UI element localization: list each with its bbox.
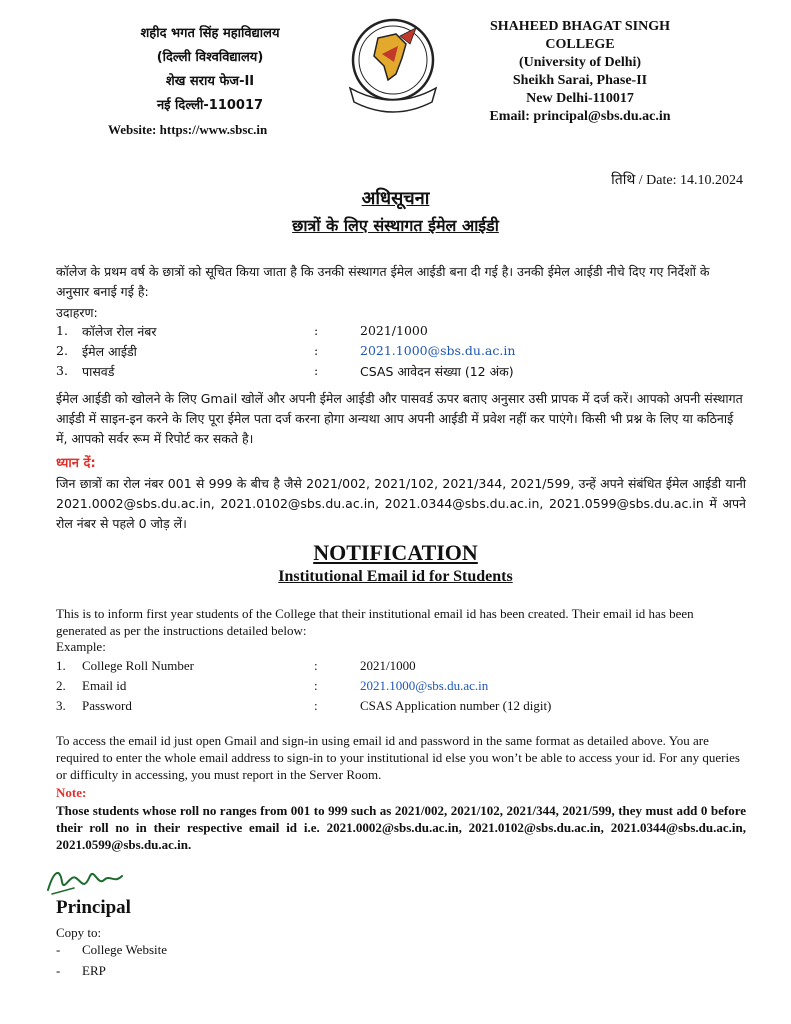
copy-to-text: College Website xyxy=(82,942,168,957)
copy-to-label: Copy to: xyxy=(56,925,102,940)
english-title: NOTIFICATION xyxy=(313,540,478,565)
row-label: पासवर्ड xyxy=(82,364,115,379)
college-name-hindi xyxy=(100,22,320,118)
copy-to-dash: - xyxy=(56,963,61,978)
hindi-instructions: ईमेल आईडी को खोलने के लिए Gmail खोलें और अपनी ईमेल आईडी और पासवर्ड ऊपर बताए अनुसार उसी प्रापक में दर्ज करें। आपको अपनी संस्थागत आईडी में साइन-इन करने के लिए पूरा ईमेल पता दर्ज करना होगा अन्यथा आप अपनी आईडी में प्रवेश नहीं कर पाएंगे। किसी भी प्रश्न के लिए या कठिनाई में, आपको सर्वर रूम में रिपोर्ट कर सकते है। xyxy=(56,391,743,446)
row-number: 2. xyxy=(56,343,68,358)
website-line: Website: https://www.sbsc.in xyxy=(108,122,268,137)
row-number: 1. xyxy=(56,658,66,673)
address-hindi-line: शेख सराय फेज-II xyxy=(165,74,255,89)
hindi-subtitle: छात्रों के लिए संस्थागत ईमेल आईडी xyxy=(292,216,499,235)
row-colon: : xyxy=(314,363,319,378)
notice-date: तिथि / Date: 14.10.2024 xyxy=(611,173,743,188)
email-english-line: Email: principal@sbs.du.ac.in xyxy=(489,109,671,124)
hindi-note-label: ध्यान दें: xyxy=(56,456,96,471)
row-label: Password xyxy=(82,698,132,713)
hindi-intro: कॉलेज के प्रथम वर्ष के छात्रों को सूचित किया जाता है कि उनकी संस्थागत ईमेल आईडी बना दी गई है। उनकी ईमेल आईडी नीचे दिए गए निर्देशों के अनुसार बनाई गई है: xyxy=(56,264,710,299)
city-english-line: New Delhi-110017 xyxy=(526,91,634,106)
row-colon: : xyxy=(314,343,319,358)
email-link[interactable]: 2021.1000@sbs.du.ac.in xyxy=(360,343,516,358)
row-value: 2021/1000 xyxy=(360,658,416,673)
address-english-line: Sheikh Sarai, Phase-II xyxy=(512,73,648,88)
row-value: CSAS Application number (12 digit) xyxy=(360,698,552,713)
hindi-title: अधिसूचना xyxy=(361,188,430,209)
row-label: कॉलेज रोल नंबर xyxy=(82,324,157,339)
row-number: 3. xyxy=(56,698,66,713)
english-instructions: To access the email id just open Gmail and sign-in using email id and password in the same format as detailed above. You are required to enter the whole email address to sign-in to your institutional id else you won’t be able to access your id. For any queries or difficulty in accessing, you must report in the Server Room. xyxy=(56,733,740,782)
college-name-hindi-line: शहीद भगत सिंह महाविद्यालय xyxy=(140,26,280,41)
copy-to-dash: - xyxy=(56,942,61,957)
row-label: ईमेल आईडी xyxy=(82,344,137,359)
english-intro: This is to inform first year students of the College that their institutional email id has been created. Their email id has been generated as per the instructions detailed below: xyxy=(56,606,694,638)
row-number: 1. xyxy=(56,323,68,338)
signatory-title: Principal xyxy=(56,897,131,918)
row-colon: : xyxy=(314,678,318,693)
signature-icon xyxy=(44,864,134,898)
english-note-label: Note: xyxy=(56,785,87,800)
row-value: 2021/1000 xyxy=(360,323,428,338)
college-name-english-line: SHAHEED BHAGAT SINGH COLLEGE xyxy=(490,19,670,52)
hindi-note-text: जिन छात्रों का रोल नंबर 001 से 999 के बीच है जैसे 2021/002, 2021/102, 2021/344, 2021/599, उन्हें अपने संबंधित ईमेल आईडी यानी 2021.0002@sbs.du.ac.in, 2021.0102@sbs.du.ac.in, 2021.0344@sbs.du.ac.in, 2021.0599@sbs.du.ac.in में अपने रोल नंबर से पहले 0 जोड़ लें। xyxy=(56,476,746,531)
hindi-example-label: उदाहरण: xyxy=(56,305,98,320)
english-note-text: Those students whose roll no ranges from 001 to 999 such as 2021/002, 2021/102, 2021/344, 2021/599, they must add 0 before their roll no in their respective email id i.e. 2021.0002@sbs.du.ac.in, 2021.0102@sbs.du.ac.in, 2021.0344@sbs.du.ac.in, 2021.0599@sbs.du.ac.in. xyxy=(56,803,746,852)
row-number: 3. xyxy=(56,363,68,378)
university-english-line: (University of Delhi) xyxy=(518,55,642,70)
university-hindi-line: (दिल्ली विश्वविद्यालय) xyxy=(156,50,264,65)
row-colon: : xyxy=(314,323,319,338)
college-name-english xyxy=(460,18,700,126)
english-example-label: Example: xyxy=(56,639,106,654)
row-colon: : xyxy=(314,698,318,713)
city-hindi-line: नई दिल्ली-110017 xyxy=(156,98,264,113)
row-label: Email id xyxy=(82,678,127,693)
copy-to-text: ERP xyxy=(82,963,106,978)
row-number: 2. xyxy=(56,678,66,693)
row-label: College Roll Number xyxy=(82,658,194,673)
row-value: CSAS आवेदन संख्या (12 अंक) xyxy=(360,364,514,379)
english-subtitle: Institutional Email id for Students xyxy=(278,568,513,585)
email-link[interactable]: 2021.1000@sbs.du.ac.in xyxy=(360,678,489,693)
row-colon: : xyxy=(314,658,318,673)
college-seal-logo xyxy=(338,14,448,118)
